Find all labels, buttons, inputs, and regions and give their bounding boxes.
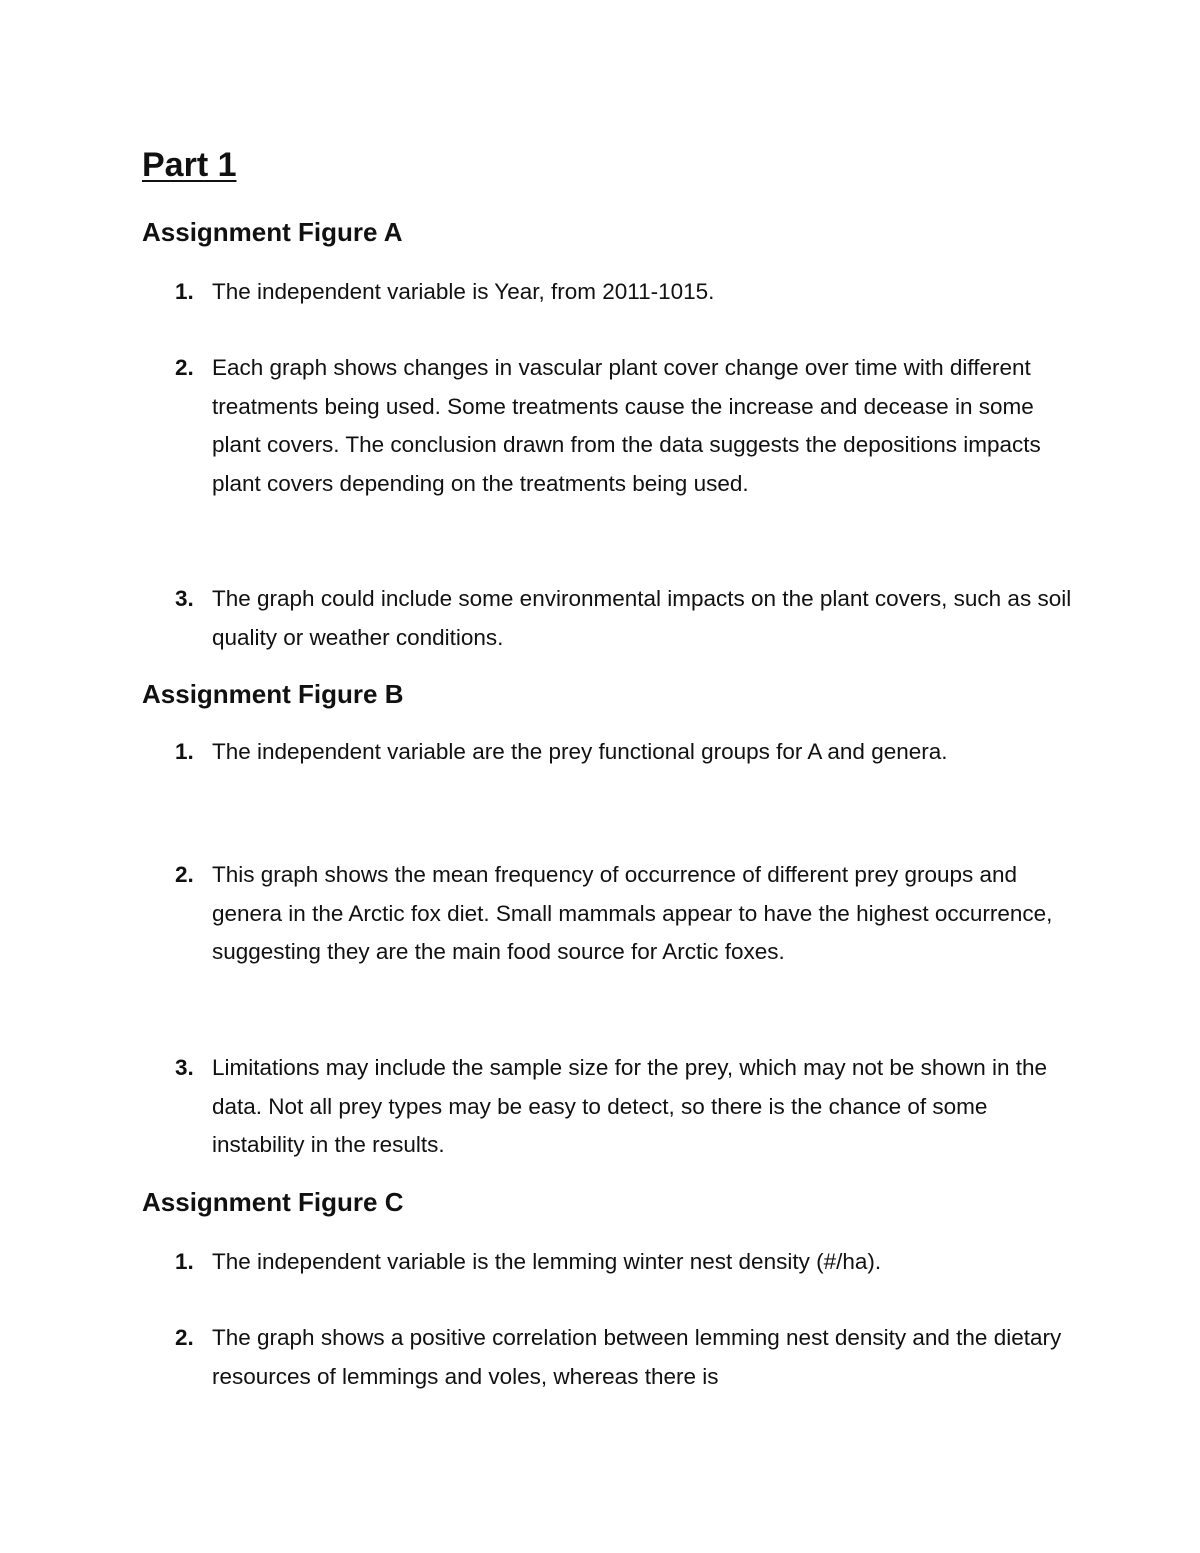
part-title: Part 1 [142, 146, 237, 184]
list-item [175, 1243, 1075, 1282]
list-item-text: The independent variable is the lemming winter nest density (#/ha). [212, 1249, 882, 1274]
list-item-number: 1. [175, 739, 194, 764]
list-item-text: The independent variable is Year, from 2011-1015. [212, 279, 715, 304]
list-item-text: The graph shows a positive correlation between lemming nest density and the dietary resources of lemmings and voles, whereas there is [212, 1325, 1062, 1389]
list-item [175, 856, 1075, 972]
list-item-number: 1. [175, 279, 194, 304]
list-item [175, 580, 1075, 657]
list-item-text: The independent variable are the prey functional groups for A and genera. [212, 739, 948, 764]
list-item [175, 349, 1075, 503]
list-item-number: 3. [175, 1055, 194, 1080]
list-item-number: 2. [175, 862, 194, 887]
list-item [175, 273, 1075, 312]
list-item-text: Each graph shows changes in vascular plant cover change over time with different treatments being used. Some treatments cause the increase and decease in some plant covers. The conclusion drawn from the data suggests the depositions impacts plant covers depending on the treatments being used. [212, 355, 1041, 496]
list-item-number: 2. [175, 355, 194, 380]
list-item [175, 1319, 1075, 1396]
list-item [175, 1049, 1075, 1165]
list-item-number: 1. [175, 1249, 194, 1274]
section-heading-figure-b: Assignment Figure B [142, 679, 404, 709]
list-item-text: Limitations may include the sample size for the prey, which may not be shown in the data. Not all prey types may be easy to detect, so there is the chance of some instability in the results. [212, 1055, 1047, 1158]
list-item [175, 733, 1075, 772]
list-item-number: 3. [175, 586, 194, 611]
section-heading-figure-c: Assignment Figure C [142, 1187, 404, 1217]
list-item-text: This graph shows the mean frequency of occurrence of different prey groups and genera in the Arctic fox diet. Small mammals appear to have the highest occurrence, suggesting they are the main food source for Arctic foxes. [212, 862, 1053, 965]
list-item-number: 2. [175, 1325, 194, 1350]
section-heading-figure-a: Assignment Figure A [142, 217, 403, 247]
list-item-text: The graph could include some environmental impacts on the plant covers, such as soil quality or weather conditions. [212, 586, 1072, 650]
